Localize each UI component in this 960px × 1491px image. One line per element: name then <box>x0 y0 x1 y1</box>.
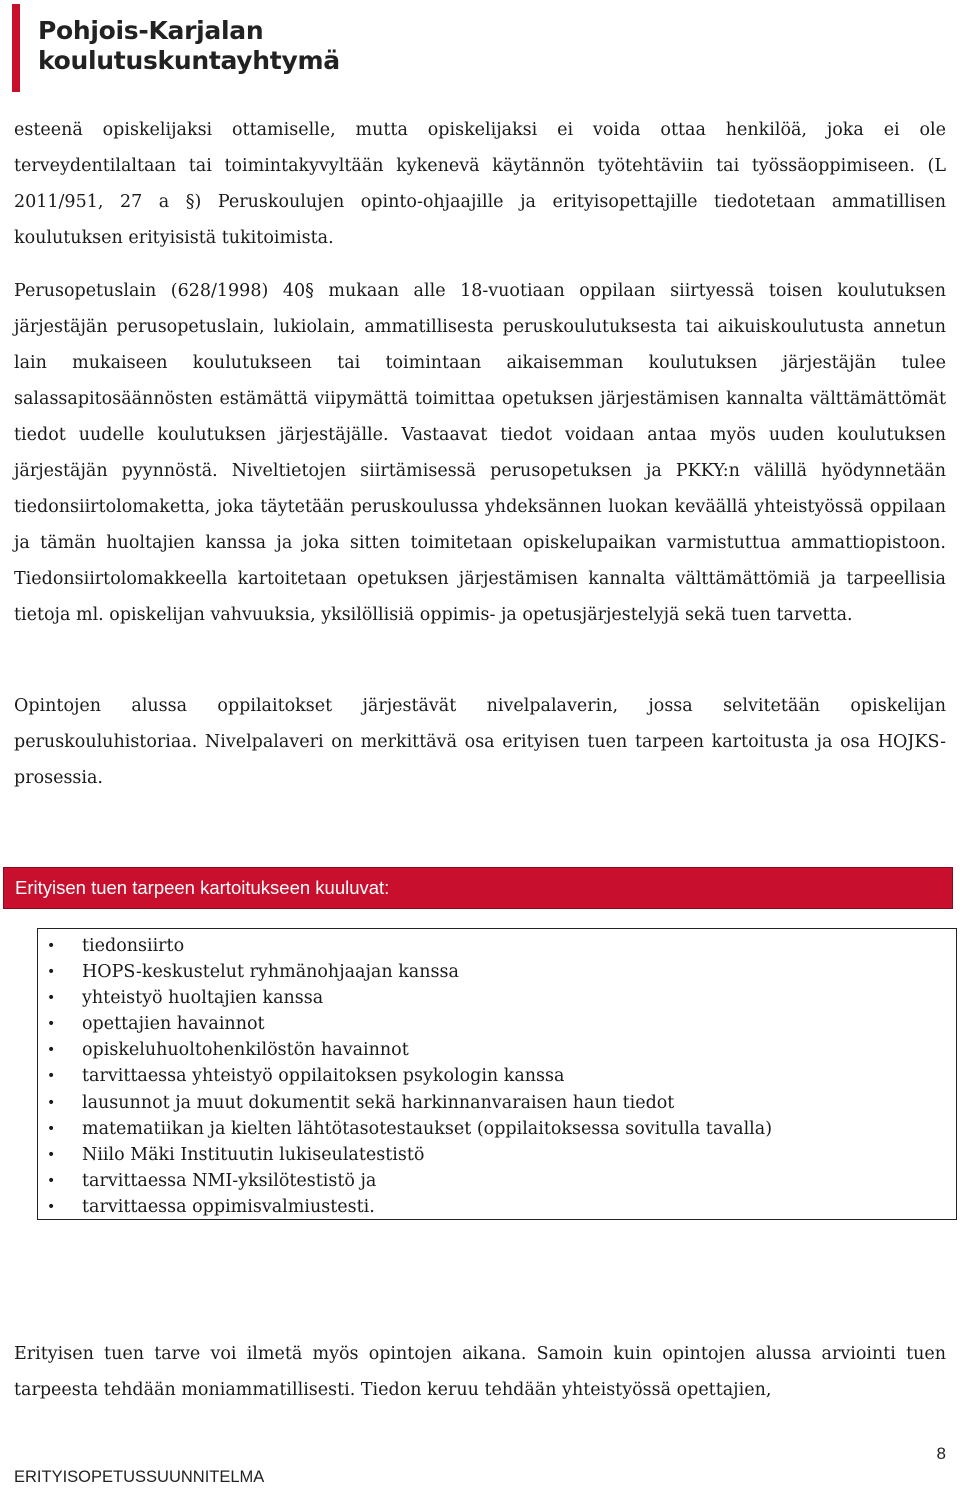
section-heading: Erityisen tuen tarpeen kartoitukseen kuuluvat: <box>3 867 953 909</box>
bullet-icon: • <box>47 1016 56 1033</box>
paragraph-nivelpalaveri: Opintojen alussa oppilaitokset järjestävät nivelpalaverin, jossa selvitetään opiskelijan peruskouluhistoriaa. Nivelpalaveri on merkittävä osa erityisen tuen tarpeen kartoitusta ja osa HOJKS-prosessia. <box>14 696 946 788</box>
list-item-text: lausunnot ja muut dokumentit sekä harkinnanvaraisen haun tiedot <box>82 1092 675 1113</box>
list-item-text: yhteistyö huoltajien kanssa <box>82 988 324 1009</box>
paragraph-during-studies: Erityisen tuen tarve voi ilmetä myös opintojen aikana. Samoin kuin opintojen alussa arviointi tuen tarpeesta tehdään moniammatillisesti. Tiedon keruu tehdään yhteistyössä opettajien, <box>14 1344 946 1400</box>
list-item-text: opettajien havainnot <box>82 1014 265 1035</box>
list-item-text: Niilo Mäki Instituutin lukiseulatestistö <box>82 1144 425 1165</box>
bullet-icon: • <box>47 1146 56 1163</box>
list-item <box>38 933 956 959</box>
list-item <box>38 959 956 985</box>
logo-line-2: koulutuskuntayhtymä <box>38 46 340 75</box>
support-needs-list-box <box>37 928 957 1220</box>
paragraph-continuation: esteenä opiskelijaksi ottamiselle, mutta opiskelijaksi ei voida ottaa henkilöä, joka ei ole terveydentilaltaan tai toimintakyvyltään kykenevä käytännön työtehtäviin tai työssäoppimiseen. (L 2011/951, 27 a §) Peruskoulujen opinto-ohjaajille ja erityisopettajille tiedotetaan ammatillisen koulutuksen erityisistä tukitoimista. <box>14 120 946 248</box>
list-item-text: opiskeluhuoltohenkilöstön havainnot <box>82 1040 409 1061</box>
list-item <box>38 1116 956 1142</box>
list-item <box>38 1142 956 1168</box>
bullet-icon: • <box>47 1042 56 1059</box>
list-item <box>38 1194 956 1220</box>
list-item-text: tiedonsiirto <box>82 936 185 956</box>
list-item <box>38 1090 956 1116</box>
bullet-icon: • <box>47 1120 56 1137</box>
paragraph-perusopetuslaki: Perusopetuslain (628/1998) 40§ mukaan alle 18-vuotiaan oppilaan siirtyessä toisen koulutuksen järjestäjän perusopetuslain, lukiolain, ammatillisesta peruskoulutuksesta tai aikuiskoulutusta annetun lain mukaiseen koulutukseen tai toimintaan aikaisemman koulutuksen järjestäjän tulee salassapitosäännösten estämättä viipymättä toimittaa opetuksen järjestämisen kannalta välttämättömät tiedot uudelle koulutuksen järjestäjälle. Vastaavat tiedot voidaan antaa myös uuden koulutuksen järjestäjän pyynnöstä. Niveltietojen siirtämisessä perusopetuksen ja PKKY:n välillä hyödynnetään tiedonsiirtolomaketta, joka täytetään peruskoulussa yhdeksännen luokan keväällä yhteistyössä oppilaan ja tämän huoltajien kanssa ja joka sitten toimitetaan opiskelupaikan varmistuttua ammattiopistoon. Tiedonsiirtolomakkeella kartoitetaan opetuksen järjestämisen kannalta välttämättömiä ja tarpeellisia tietoja ml. opiskelijan vahvuuksia, yksilöllisiä oppimis- ja opetusjärjestelyjä sekä tuen tarvetta. <box>14 281 946 625</box>
list-item-text: tarvittaessa NMI-yksilötestistö ja <box>82 1170 377 1191</box>
bullet-icon: • <box>47 990 56 1007</box>
list-item-text: tarvittaessa oppimisvalmiustesti. <box>82 1196 375 1217</box>
page-number: 8 <box>936 1444 946 1463</box>
footer-document-title: ERITYISOPETUSSUUNNITELMA <box>14 1468 265 1486</box>
bullet-icon: • <box>47 1094 56 1111</box>
list-item-text: matematiikan ja kielten lähtötasotestaukset (oppilaitoksessa sovitulla tavalla) <box>82 1118 773 1139</box>
bullet-icon: • <box>47 964 56 981</box>
support-needs-list <box>38 929 956 1220</box>
logo-wordmark <box>38 4 340 76</box>
organization-logo <box>12 4 340 92</box>
logo-accent-bar <box>12 4 20 92</box>
bullet-icon: • <box>47 1068 56 1085</box>
bullet-icon: • <box>47 938 56 954</box>
logo-line-1: Pohjois-Karjalan <box>38 16 264 45</box>
list-item-text: HOPS-keskustelut ryhmänohjaajan kanssa <box>82 962 459 983</box>
list-item <box>38 1063 956 1089</box>
bullet-icon: • <box>47 1172 56 1189</box>
list-item-text: tarvittaessa yhteistyö oppilaitoksen psykologin kanssa <box>82 1066 565 1087</box>
list-item <box>38 1011 956 1037</box>
list-item <box>38 1168 956 1194</box>
bullet-icon: • <box>47 1198 56 1215</box>
list-item <box>38 1037 956 1063</box>
list-item <box>38 985 956 1011</box>
